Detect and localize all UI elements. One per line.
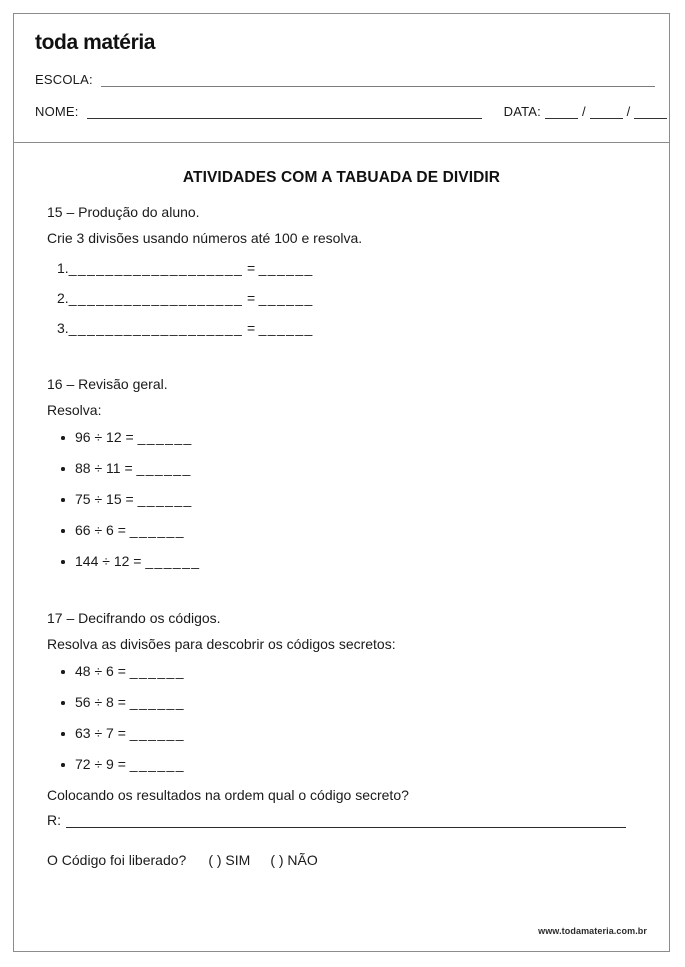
worksheet-content	[14, 169, 669, 868]
exercise-expression: 75 ÷ 15 =	[75, 491, 134, 507]
equals-sign: =	[246, 260, 255, 276]
name-label: NOME:	[35, 104, 79, 119]
name-date-field-row	[35, 104, 655, 119]
page-title: ATIVIDADES COM A TABUADA DE DIVIDIR	[182, 169, 501, 186]
date-day-input[interactable]	[545, 107, 578, 119]
section-17-instruction: Resolva as divisões para descobrir os códigos secretos:	[47, 636, 396, 652]
item-expression-blank[interactable]: ___________________	[68, 260, 244, 276]
item-answer-blank[interactable]: ______	[258, 290, 314, 306]
answer-row	[47, 812, 648, 828]
section-16-exercise-list	[35, 429, 648, 569]
item-number: 2.	[57, 290, 69, 306]
item-number: 1.	[57, 260, 69, 276]
exercise-answer-blank[interactable]: ______	[136, 460, 192, 476]
exercise-answer-blank[interactable]: ______	[129, 663, 185, 679]
brand-logo: toda matéria	[35, 31, 156, 54]
section-15-item-list	[35, 260, 648, 336]
equals-sign: =	[246, 290, 255, 306]
list-item	[75, 663, 648, 679]
final-question-label: O Código foi liberado?	[47, 852, 187, 868]
school-field-row	[35, 72, 655, 87]
list-item	[57, 260, 648, 276]
final-question-row	[47, 852, 648, 868]
date-separator-1: /	[581, 104, 586, 119]
page-header	[14, 14, 669, 143]
exercise-expression: 72 ÷ 9 =	[75, 756, 126, 772]
item-number: 3.	[57, 320, 69, 336]
list-item	[75, 522, 648, 538]
worksheet-page	[13, 13, 670, 952]
section-15-instruction: Crie 3 divisões usando números até 100 e resolva.	[47, 230, 363, 246]
list-item	[75, 553, 648, 569]
name-input-line[interactable]	[87, 106, 482, 119]
item-answer-blank[interactable]: ______	[258, 260, 314, 276]
item-answer-blank[interactable]: ______	[258, 320, 314, 336]
exercise-expression: 48 ÷ 6 =	[75, 663, 126, 679]
date-label: DATA:	[503, 104, 541, 119]
section-17-exercise-list	[35, 663, 648, 772]
list-item	[75, 429, 648, 445]
choice-yes[interactable]: ( ) SIM	[208, 852, 251, 868]
item-expression-blank[interactable]: ___________________	[68, 290, 244, 306]
exercise-expression: 63 ÷ 7 =	[75, 725, 126, 741]
exercise-answer-blank[interactable]: ______	[129, 725, 185, 741]
equals-sign: =	[246, 320, 255, 336]
date-field-group	[504, 104, 672, 119]
list-item	[57, 320, 648, 336]
school-label: ESCOLA:	[35, 72, 93, 87]
exercise-expression: 56 ÷ 8 =	[75, 694, 126, 710]
exercise-answer-blank[interactable]: ______	[145, 553, 201, 569]
exercise-answer-blank[interactable]: ______	[129, 522, 185, 538]
section-16-heading: 16 – Revisão geral.	[47, 376, 168, 392]
section-17-heading: 17 – Decifrando os códigos.	[47, 610, 221, 626]
school-input-line[interactable]	[101, 74, 655, 87]
section-15-heading: 15 – Produção do aluno.	[47, 204, 200, 220]
exercise-answer-blank[interactable]: ______	[137, 491, 193, 507]
date-month-input[interactable]	[590, 107, 623, 119]
list-item	[75, 460, 648, 476]
list-item	[75, 694, 648, 710]
section-16-instruction: Resolva:	[47, 402, 102, 418]
choice-no[interactable]: ( ) NÃO	[270, 852, 318, 868]
section-spacer	[35, 584, 648, 593]
exercise-answer-blank[interactable]: ______	[129, 694, 185, 710]
date-separator-2: /	[626, 104, 631, 119]
exercise-answer-blank[interactable]: ______	[137, 429, 193, 445]
exercise-expression: 96 ÷ 12 =	[75, 429, 134, 445]
answer-label: R:	[47, 812, 61, 828]
list-item	[75, 725, 648, 741]
exercise-answer-blank[interactable]: ______	[129, 756, 185, 772]
secret-code-prompt: Colocando os resultados na ordem qual o código secreto?	[47, 787, 409, 803]
exercise-expression: 144 ÷ 12 =	[75, 553, 142, 569]
exercise-expression: 66 ÷ 6 =	[75, 522, 126, 538]
section-spacer	[35, 350, 648, 359]
exercise-expression: 88 ÷ 11 =	[75, 460, 133, 476]
item-expression-blank[interactable]: ___________________	[68, 320, 244, 336]
list-item	[75, 756, 648, 772]
footer-website-url: www.todamateria.com.br	[538, 926, 647, 936]
date-year-input[interactable]	[634, 107, 667, 119]
list-item	[57, 290, 648, 306]
answer-input-line[interactable]	[66, 814, 626, 828]
list-item	[75, 491, 648, 507]
